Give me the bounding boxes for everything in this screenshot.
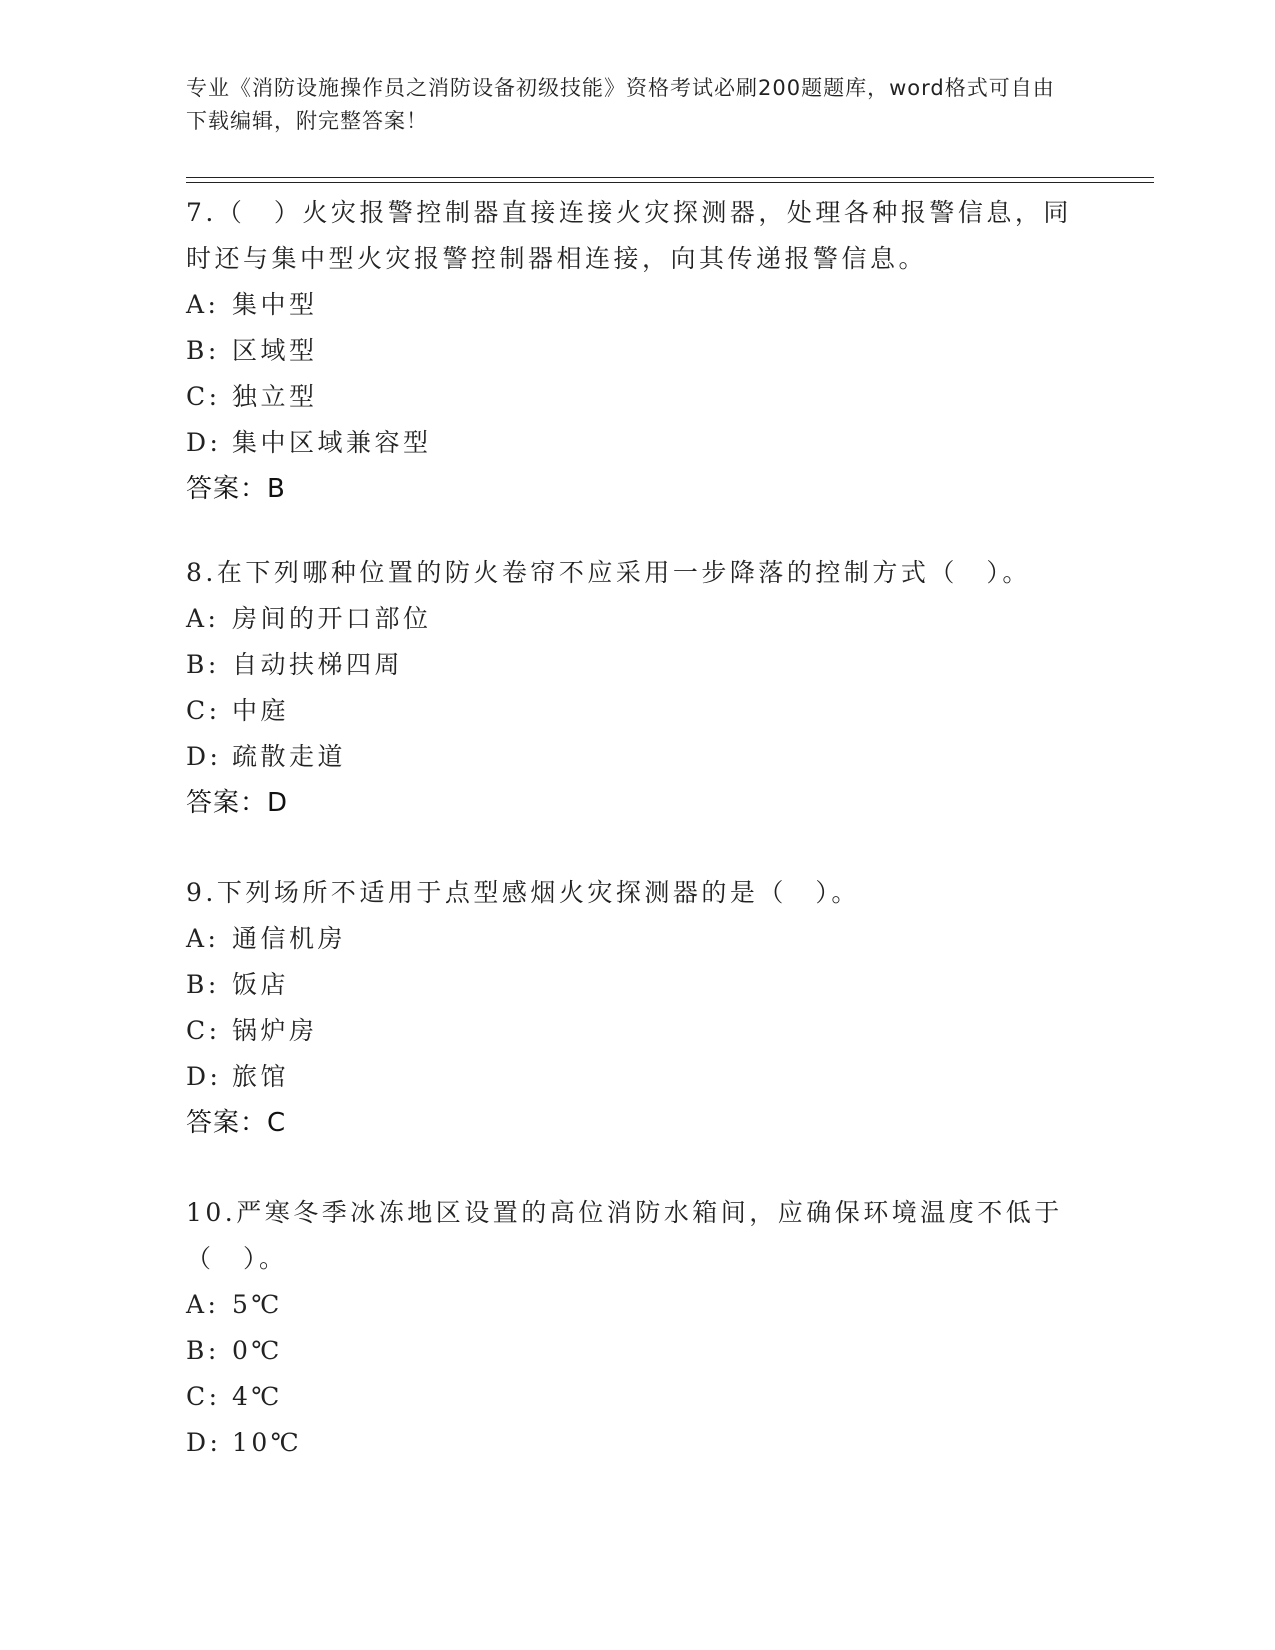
option-text: 10℃ bbox=[232, 1428, 303, 1457]
option-key: B: bbox=[186, 336, 220, 365]
option-a bbox=[186, 596, 1086, 642]
option-text: 4℃ bbox=[232, 1382, 283, 1411]
option-b bbox=[186, 962, 1086, 1008]
option-text: 集中型 bbox=[232, 290, 318, 319]
option-d bbox=[186, 734, 1086, 780]
option-b bbox=[186, 1328, 1086, 1374]
question-10 bbox=[186, 1190, 1086, 1466]
option-a bbox=[186, 282, 1086, 328]
option-text: 疏散走道 bbox=[232, 742, 347, 771]
option-text: 旅馆 bbox=[232, 1062, 290, 1091]
question-stem: 9.下列场所不适用于点型感烟火灾探测器的是（ ）。 bbox=[186, 878, 860, 907]
question-9 bbox=[186, 870, 1086, 1146]
option-key: C: bbox=[186, 696, 221, 725]
option-text: 房间的开口部位 bbox=[232, 604, 432, 633]
option-a bbox=[186, 916, 1086, 962]
option-key: B: bbox=[186, 970, 220, 999]
option-key: A: bbox=[186, 1290, 220, 1319]
answer-line: 答案：C bbox=[186, 1108, 287, 1138]
option-d bbox=[186, 1420, 1086, 1466]
option-d bbox=[186, 1054, 1086, 1100]
option-text: 独立型 bbox=[232, 382, 318, 411]
option-c bbox=[186, 374, 1086, 420]
option-key: D: bbox=[186, 1062, 222, 1091]
option-text: 中庭 bbox=[232, 696, 290, 725]
option-a bbox=[186, 1282, 1086, 1328]
option-key: D: bbox=[186, 742, 222, 771]
question-stem: 8.在下列哪种位置的防火卷帘不应采用一步降落的控制方式（ ）。 bbox=[186, 558, 1031, 587]
document-intro: 专业《消防设施操作员之消防设备初级技能》资格考试必刷200题题库，word格式可自由下载编辑，附完整答案！ bbox=[186, 76, 1055, 133]
option-key: A: bbox=[186, 290, 220, 319]
question-stem: 7.（ ）火灾报警控制器直接连接火灾探测器，处理各种报警信息，同时还与集中型火灾报警控制器相连接，向其传递报警信息。 bbox=[186, 198, 1072, 273]
option-d bbox=[186, 420, 1086, 466]
option-key: D: bbox=[186, 428, 222, 457]
option-key: B: bbox=[186, 650, 220, 679]
option-c bbox=[186, 1008, 1086, 1054]
option-key: C: bbox=[186, 1382, 221, 1411]
question-7 bbox=[186, 190, 1086, 512]
option-text: 自动扶梯四周 bbox=[232, 650, 404, 679]
option-c bbox=[186, 1374, 1086, 1420]
option-text: 集中区域兼容型 bbox=[232, 428, 432, 457]
answer-line: 答案：B bbox=[186, 474, 286, 504]
option-b bbox=[186, 642, 1086, 688]
answer-line: 答案：D bbox=[186, 788, 289, 818]
option-c bbox=[186, 688, 1086, 734]
question-stem: 10.严寒冬季冰冻地区设置的高位消防水箱间，应确保环境温度不低于（ ）。 bbox=[186, 1198, 1063, 1273]
option-text: 区域型 bbox=[232, 336, 318, 365]
option-text: 锅炉房 bbox=[232, 1016, 318, 1045]
option-text: 5℃ bbox=[232, 1290, 283, 1319]
header-divider-top bbox=[186, 177, 1154, 178]
option-text: 饭店 bbox=[232, 970, 290, 999]
header-divider-bottom bbox=[186, 182, 1154, 183]
option-key: A: bbox=[186, 924, 220, 953]
option-text: 通信机房 bbox=[232, 924, 347, 953]
option-b bbox=[186, 328, 1086, 374]
option-key: B: bbox=[186, 1336, 220, 1365]
option-text: 0℃ bbox=[232, 1336, 283, 1365]
option-key: C: bbox=[186, 382, 221, 411]
option-key: D: bbox=[186, 1428, 222, 1457]
option-key: C: bbox=[186, 1016, 221, 1045]
question-8 bbox=[186, 550, 1086, 826]
option-key: A: bbox=[186, 604, 220, 633]
